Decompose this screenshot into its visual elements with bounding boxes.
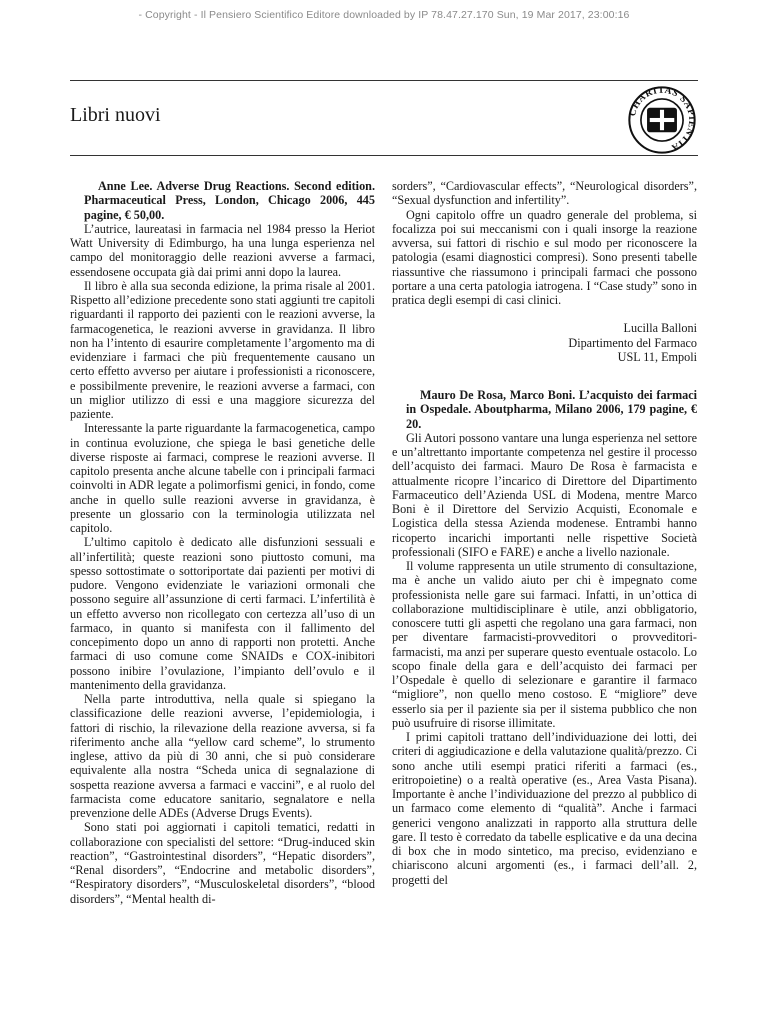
review-paragraph-continuation: sorders”, “Cardiovascular effects”, “Neurological disorders”, “Sexual dysfunction and infertility”.: [392, 179, 697, 208]
review-paragraph: Gli Autori possono vantare una lunga esperienza nel settore e un’altrettanto importante competenza nel gestire il processo dell’acquisto dei farmaci. Mauro De Rosa è farmacista e attualmente ricopre l’incarico di Direttore del Dipartimento Farmaceutico dell’Azienda USL di Modena, mentre Marco Boni è il Direttore del Servizio Acquisti, Economale e Logistica della stessa Azienda modenese. Entrambi hanno ricoperto incarichi importanti nelle rispettive Società professionali (SIFO e FARE) e anche a livello nazionale.: [392, 430, 697, 559]
review-paragraph: Sono stati poi aggiornati i capitoli tematici, redatti in collaborazione con specialisti del settore: “Drug-induced skin reaction”, “Gastrointestinal disorders”, “Hepatic disorders”, “Renal disorders”, “Endocrine and metabolic disorders”, “Respiratory disorders”, “Musculoskeletal disorders”, “blood disorders”, “Mental health di-: [70, 820, 375, 906]
review-paragraph: L’ultimo capitolo è dedicato alle disfunzioni sessuali e all’infertilità; queste reazioni sono piuttosto comuni, ma spesso sottostimate o sottoriportate dai pazienti per motivi di pudore. Vengono evidenziate le variazioni ormonali che possono seguire all’assunzione di certi farmaci. L’infertilità è un effetto avverso non ricollegato con certezza all’uso di un farmaco, in quanto si manifesta con il fallimento del concepimento dopo un anno di rapporti non protetti. Anche farmaci di uso comune come SNAIDs e COX-inibitori possono inibire l’ovulazione, l’impianto dell’ovulo e il mantenimento della gravidanza.: [70, 535, 375, 692]
section-title: Libri nuovi: [70, 104, 161, 126]
svg-text:CHARITAS SAPIENTIA: CHARITAS SAPIENTIA: [628, 86, 696, 153]
review-paragraph: Nella parte introduttiva, nella quale si spiegano la classificazione delle reazioni avverse, l’epidemiologia, i fattori di rischio, la rilevazione della reazione avversa, si fa riferimento anche alla “yellow card scheme”, lo strumento inglese, attivo da più di 30 anni, che si può considerare equivalente alla nostra “Scheda unica di segnalazione di sospetta reazione avversa a farmaci e vaccini”, e al ruolo del farmacista come educatore sanitario, segnalatore e nella prevenzione delle ADEs (Adverse Drugs Events).: [70, 692, 375, 820]
header-bottom-rule: [70, 155, 698, 156]
copyright-notice: - Copyright - Il Pensiero Scientifico Editore downloaded by IP 78.47.27.170 Sun, 19 Mar 2017, 23:00:16: [138, 9, 630, 21]
left-column: [70, 179, 375, 906]
header-top-rule: [70, 80, 698, 81]
review-signature: [392, 321, 697, 364]
review-paragraph: Interessante la parte riguardante la farmacogenetica, campo in continua evoluzione, che spiega le basi genetiche delle diverse risposte ai farmaci, comprese le reazioni avverse. Il capitolo presenta anche alcune tabelle con i principali farmaci coinvolti in ADR legate a polimorfismi genici, in fondo, come anche in quello sulle reazioni avverse in gravidanza, è presente un glossario con la terminologia utilizzata nel capitolo.: [70, 421, 375, 535]
right-column: [392, 179, 697, 887]
review-heading: Mauro De Rosa, Marco Boni. L’acquisto dei farmaci in Ospedale. Aboutpharma, Milano 2006, 179 pagine, € 20.: [406, 388, 697, 431]
review-paragraph: I primi capitoli trattano dell’individuazione dei lotti, dei criteri di aggiudicazione e della valutazione qualità/prezzo. Ci sono anche utili esempi pratici riferiti a farmaci (es., eritropoietine) o a realtà operative (es., Area Vasta Pisana). Importante è anche l’individuazione del prezzo al pubblico di un farmaco come elemento di “qualità”. Anche i farmaci generici vengono analizzati in rapporto alla struttura delle gare. Il testo è corredato da tabelle esplicative e da una decina di box che in modo sintetico, ma preciso, evidenziano e chiariscono alcuni argomenti (es., i farmaci dell’all. 2, progetti del: [392, 730, 697, 887]
review-heading: Anne Lee. Adverse Drug Reactions. Second edition. Pharmaceutical Press, London, Chicago 2006, 445 pagine, € 50,00.: [84, 179, 375, 222]
reviewer-department: Dipartimento del Farmaco: [568, 335, 697, 350]
review-paragraph: Ogni capitolo offre un quadro generale del problema, si focalizza poi sui meccanismi con i quali insorge la reazione avversa, sui fattori di rischio e sul modo per riconoscere la patologia (esami diagnostici compresi). Sono presenti tabelle riassuntive che riassumono i principali farmaci che possono portare a una certa patologia iatrogena. I “Case study” sono in pratica degli esempi di casi clinici.: [392, 207, 697, 307]
review-paragraph: Il libro è alla sua seconda edizione, la prima risale al 2001. Rispetto all’edizione precedente sono stati aggiunti tre capitoli riguardanti il rapporto dei pazienti con le reazioni avverse, la farmacogenetica, le reazioni avverse in gravidanza. Il libro non ha l’intento di esaurire completamente l’argomento ma di evidenziare i farmaci che più frequentemente causano un certo effetto avverso per aiutare i professionisti a riconoscere, e possibilmente prevenire, le reazioni avverse a farmaci, con un miglior utilizzo di essi e una maggiore sicurezza del paziente.: [70, 278, 375, 421]
reviewer-name: Lucilla Balloni: [623, 321, 697, 336]
review-paragraph: Il volume rappresenta un utile strumento di consultazione, ma è anche un valido aiuto per chi è impegnato come professionista nelle gare sui farmaci. Infatti, in un’ottica di collaborazione multidisciplinare è utile, anzi obbligatorio, conoscere tutti gli aspetti che regolano una gara farmaci, non per diventare farmacisti-provveditori o provveditori-farmacisti, ma anzi per superare questo eventuale ostacolo. Lo scopo finale della gara e dell’acquisto dei farmaci per l’Ospedale è quello di selezionare e garantire il farmaco “migliore”, non quello meno costoso. E “migliore” deve esserlo sia per il paziente sia per il sistema pubblico che non può usufruire di risorse illimitate.: [392, 559, 697, 730]
review-paragraph: L’autrice, laureatasi in farmacia nel 1984 presso la Heriot Watt University di Edimburgo, ha una lunga esperienza nel campo del monitoraggio delle reazioni avverse a farmaci, essendosene occupata già dai primi anni dopo la laurea.: [70, 221, 375, 279]
reviewer-unit: USL 11, Empoli: [617, 349, 697, 364]
charitas-sapientia-seal-icon: [628, 86, 696, 154]
